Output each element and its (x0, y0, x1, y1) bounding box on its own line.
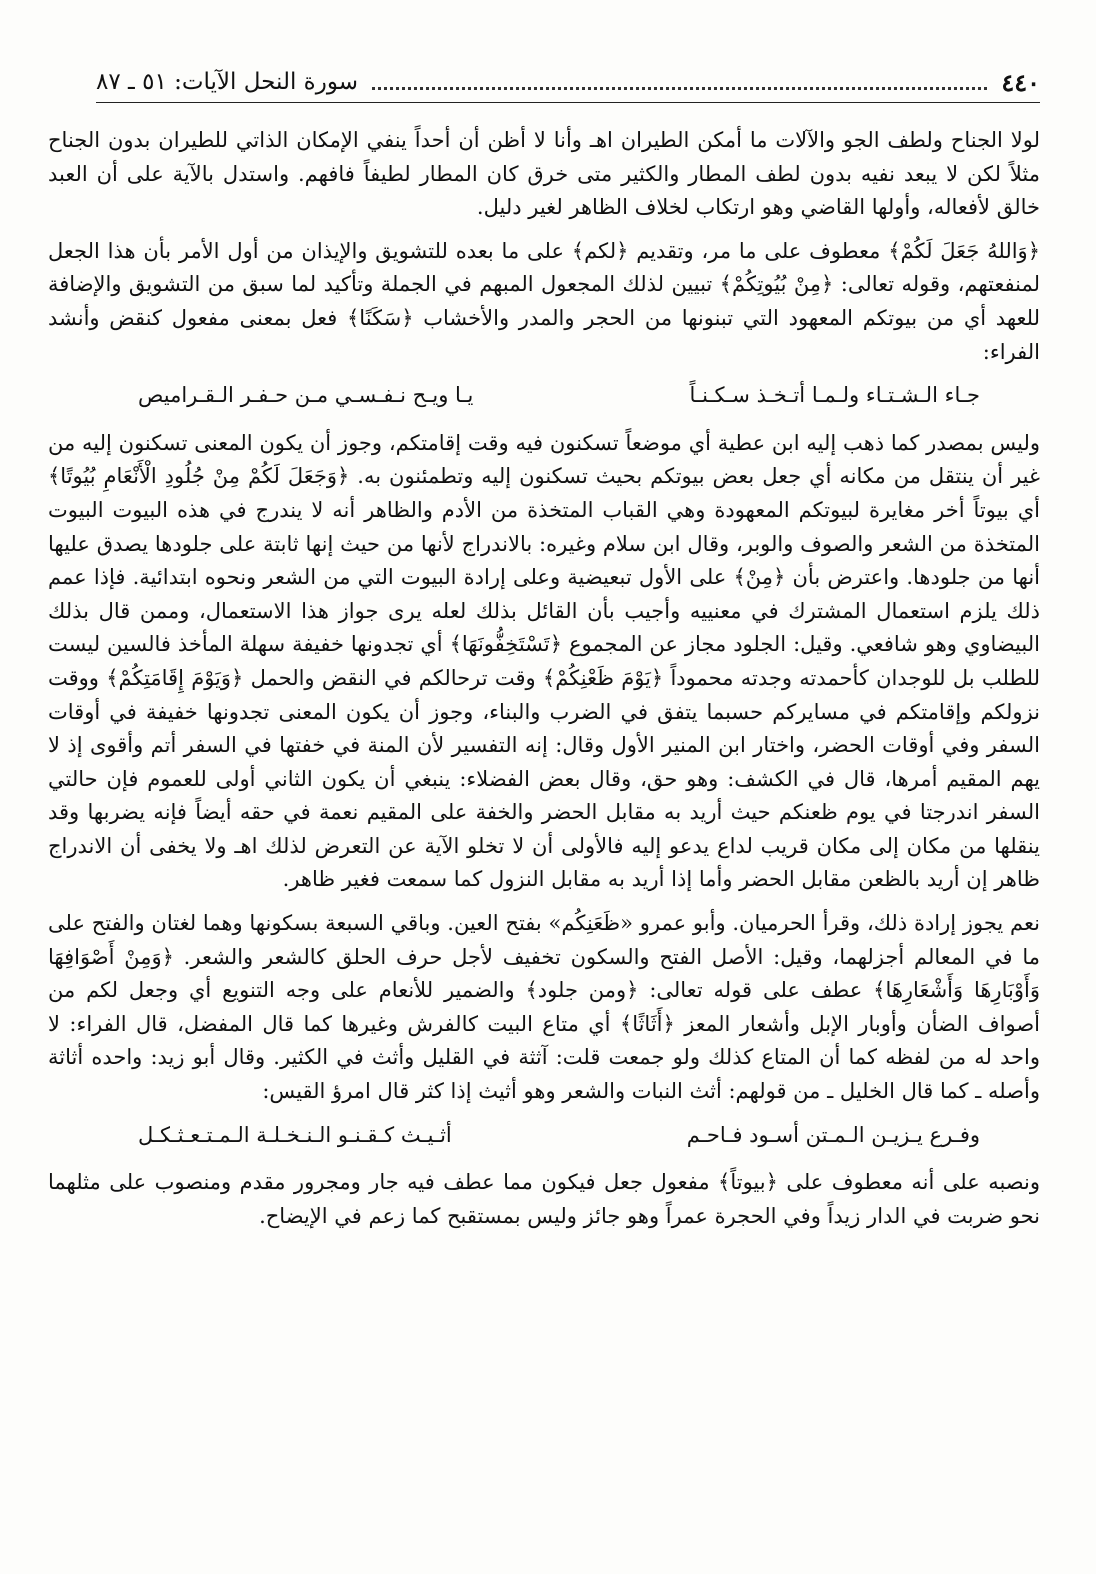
poetry-verse-1 (48, 379, 1040, 413)
page-header (96, 62, 1040, 103)
paragraph-5: ونصبه على أنه معطوف على ﴿بيوتاً﴾ مفعول جعل فيكون مما عطف فيه جار ومجرور مقدم ومنصوب على مثلهما نحو ضربت في الدار زيداً وفي الحجرة عمراً وهو جائز وليس بمستقبح كما زعم في الإيضاح. (48, 1170, 1040, 1228)
page-number: ٤٤٠ (1001, 67, 1040, 97)
verse-1-second-hemistich: يـا ويـح نـفـسـي مـن حـفـر الـقـراميص (138, 383, 474, 408)
running-title: سورة النحل الآيات: ٥١ ـ ٨٧ (96, 69, 358, 95)
leader-dots (372, 87, 987, 90)
verse-2-first-hemistich: وفـرع يـزيـن الـمـتن أسـود فـاحـم (686, 1122, 980, 1147)
paragraph-3: وليس بمصدر كما ذهب إليه ابن عطية أي موضعاً تسكنون فيه وقت إقامتكم، وجوز أن يكون المعنى تسكنون إليه من غير أن ينتقل من مكانه أي جعل بعض بيوتكم بحيث تسكنون إليه وتطمئنون به. ﴿وَجَعَلَ لَكُمْ مِنْ جُلُودِ الْأَنْعَامِ بُيُوتًا﴾ أي بيوتاً أخر مغايرة لبيوتكم المعهودة وهي القباب المتخذة من الأدم والظاهر أنه لا يندرج في هذه البيوت البيوت المتخذة من الشعر والصوف والوبر، وقال ابن سلام وغيره: بالاندراج لأنها من حيث إنها ثابتة على جلودها يصدق عليها أنها من جلودها. واعترض بأن ﴿مِنْ﴾ على الأول تبعيضية وعلى إرادة البيوت التي من الشعر ونحوه ابتدائية. فإذا عمم ذلك يلزم استعمال المشترك في معنييه وأجيب بأن القائل بذلك لعله يرى جواز هذا الاستعمال، وممن قال بذلك البيضاوي وهو شافعي. وقيل: الجلود مجاز عن المجموع ﴿تَسْتَخِفُّونَهَا﴾ أي تجدونها خفيفة سهلة المأخذ فالسين ليست للطلب بل للوجدان كأحمدته وجدته محموداً ﴿يَوْمَ ظَعْنِكُمْ﴾ وقت ترحالكم في النقض والحمل ﴿وَيَوْمَ إِقَامَتِكُمْ﴾ ووقت نزولكم وإقامتكم في مسايركم حسبما يتفق في الضرب والبناء، وجوز أن يكون المعنى تجدونها خفيفة في أوقات السفر وفي أوقات الحضر، واختار ابن المنير الأول وقال: إنه التفسير لأن المنة في خفتها في السفر أتم وأقوى إذ لا يهم المقيم أمرها، قال في الكشف: وهو حق، وقال بعض الفضلاء: ينبغي أن يكون الثاني أولى للعموم فإن حالتي السفر اندرجتا في يوم ظعنكم حيث أريد به مقابل الحضر والخفة على المقيم نعمة في حقه أيضاً فإنه يضربها وقد ينقلها من مكان إلى مكان قريب لداع يدعو إليه فالأولى أن لا تخلو الآية عن التعرض لذلك اهـ ولا يخفى أن الاندراج ظاهر إن أريد بالظعن مقابل الحضر وأما إذا أريد به مقابل النزول كما سمعت فغير ظاهر. (48, 430, 1040, 892)
verse-1-first-hemistich: جـاء الـشـتـاء ولـمـا أتـخـذ سـكـنـاً (689, 383, 980, 408)
verse-2-second-hemistich: أثـيـث كـقـنـو الـنـخـلـة الـمـتـعـثـكـل (138, 1122, 452, 1147)
paragraph-2: ﴿وَاللهُ جَعَلَ لَكُمْ﴾ معطوف على ما مر، وتقديم ﴿لكم﴾ على ما بعده للتشويق والإيذان من أول الأمر بأن هذا الجعل لمنفعتهم، وقوله تعالى: ﴿مِنْ بُيُوتِكُمْ﴾ تبيين لذلك المجعول المبهم في الجملة وتأكيد لما سبق من التشويق والإضافة للعهد أي من بيوتكم المعهود التي تبنونها من الحجر والمدر والأخشاب ﴿سَكَنًا﴾ فعل بمعنى مفعول كنقض وأنشد الفراء: (48, 238, 1040, 364)
page-body (48, 124, 1040, 1243)
paragraph-4: نعم يجوز إرادة ذلك، وقرأ الحرميان. وأبو عمرو «ظَعَنِكُم» بفتح العين. وباقي السبعة بسكونها وهما لغتان والفتح على ما في المعالم أجزلهما، وقيل: الأصل الفتح والسكون تخفيف لأجل حرف الحلق كالشعر والشعر. ﴿وَمِنْ أَصْوَافِهَا وَأَوْبَارِهَا وَأَشْعَارِهَا﴾ عطف على قوله تعالى: ﴿ومن جلود﴾ والضمير للأنعام على وجه التنويع أي وجعل لكم من أصواف الضأن وأوبار الإبل وأشعار المعز ﴿أَثَاثًا﴾ أي متاع البيت كالفرش وغيرها كما قال المفضل، قال الفراء: لا واحد له من لفظه كما أن المتاع كذلك ولو جمعت قلت: آثثة في القليل وأثث في الكثير. وقال أبو زيد: واحده أثاثة وأصله ـ كما قال الخليل ـ من قولهم: أثث النبات والشعر وهو أثيث إذا كثر قال امرؤ القيس: (48, 911, 1040, 1104)
paragraph-1: لولا الجناح ولطف الجو والآلات ما أمكن الطيران اهـ وأنا لا أظن أن أحداً ينفي الإمكان الذاتي للطيران بدون الجناح مثلاً لكن لا يبعد نفيه بدون لطف المطار والكثير متى خرق كان المطار لطيفاً فافهم. واستدل بالآية على أن العبد خالق لأفعاله، وأولها القاضي وهو ارتكاب لخلاف الظاهر لغير دليل. (48, 128, 1040, 220)
poetry-verse-2 (48, 1119, 1040, 1153)
